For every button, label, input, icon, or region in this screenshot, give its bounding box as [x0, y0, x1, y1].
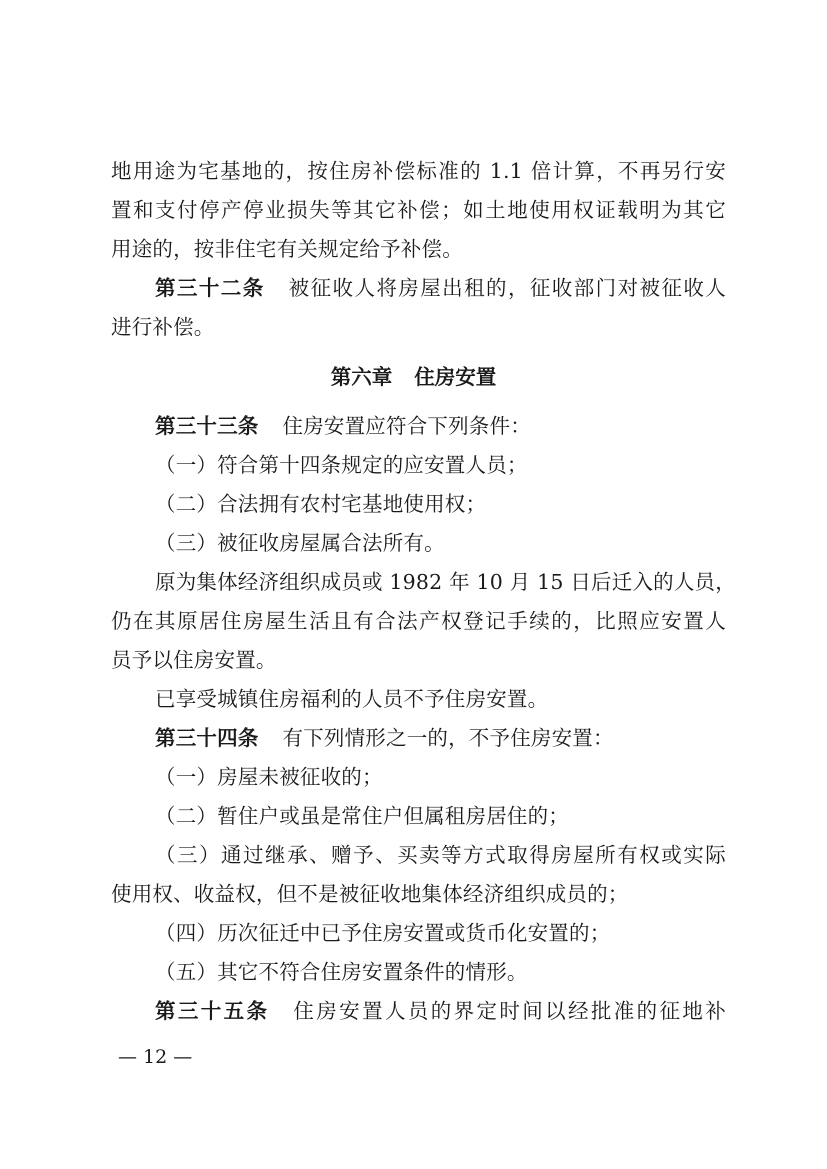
article-text: 被征收人将房屋出租的，征收部门对被征收人 — [288, 276, 727, 300]
list-item: （四）历次征迁中已予住房安置或货币化安置的； — [155, 921, 611, 945]
article-text: 有下列情形之一的，不予住房安置： — [282, 726, 614, 750]
list-item: （五）其它不符合住房安置条件的情形。 — [155, 960, 528, 984]
chapter-number: 第六章 — [330, 365, 393, 389]
page-number: — 12 — — [118, 1046, 193, 1068]
text-line: 使用权、收益权，但不是被征收地集体经济组织成员的； — [111, 882, 629, 906]
list-item: （三）被征收房屋属合法所有。 — [155, 531, 445, 555]
text-line: 仍在其原居住房屋生活且有合法产权登记手续的，比照应安置人 — [111, 609, 726, 633]
text-line: 进行补偿。 — [111, 315, 215, 339]
text-line: 地用途为宅基地的，按住房补偿标准的 1.1 倍计算，不再另行安 — [111, 159, 726, 183]
article-title: 第三十四条 — [155, 726, 259, 750]
article-33 — [155, 412, 726, 440]
text-line: 原为集体经济组织成员或 1982 年 10 月 15 日后迁入的人员， — [155, 570, 736, 594]
text-line: 用途的，按非住宅有关规定给予补偿。 — [111, 237, 463, 261]
list-item: （三）通过继承、赠予、买卖等方式取得房屋所有权或实际 — [155, 843, 726, 867]
chapter-heading — [0, 363, 827, 391]
article-title: 第三十五条 — [155, 999, 270, 1023]
list-item: （一）房屋未被征收的； — [155, 765, 383, 789]
article-title: 第三十二条 — [155, 276, 265, 300]
list-item: （一）符合第十四条规定的应安置人员； — [155, 453, 528, 477]
chapter-title: 住房安置 — [414, 365, 497, 389]
article-34 — [155, 724, 726, 752]
article-35 — [155, 997, 726, 1025]
text-line: 已享受城镇住房福利的人员不予住房安置。 — [155, 687, 549, 711]
list-item: （二）暂住户或虽是常住户但属租房居住的； — [155, 804, 569, 828]
article-text: 住房安置应符合下列条件： — [282, 414, 531, 438]
article-text: 住房安置人员的界定时间以经批准的征地补 — [293, 999, 726, 1023]
article-title: 第三十三条 — [155, 414, 259, 438]
text-line: 员予以住房安置。 — [111, 648, 277, 672]
text-line: 置和支付停产停业损失等其它补偿；如土地使用权证载明为其它 — [111, 198, 726, 222]
article-32 — [155, 274, 726, 302]
list-item: （二）合法拥有农村宅基地使用权； — [155, 492, 487, 516]
